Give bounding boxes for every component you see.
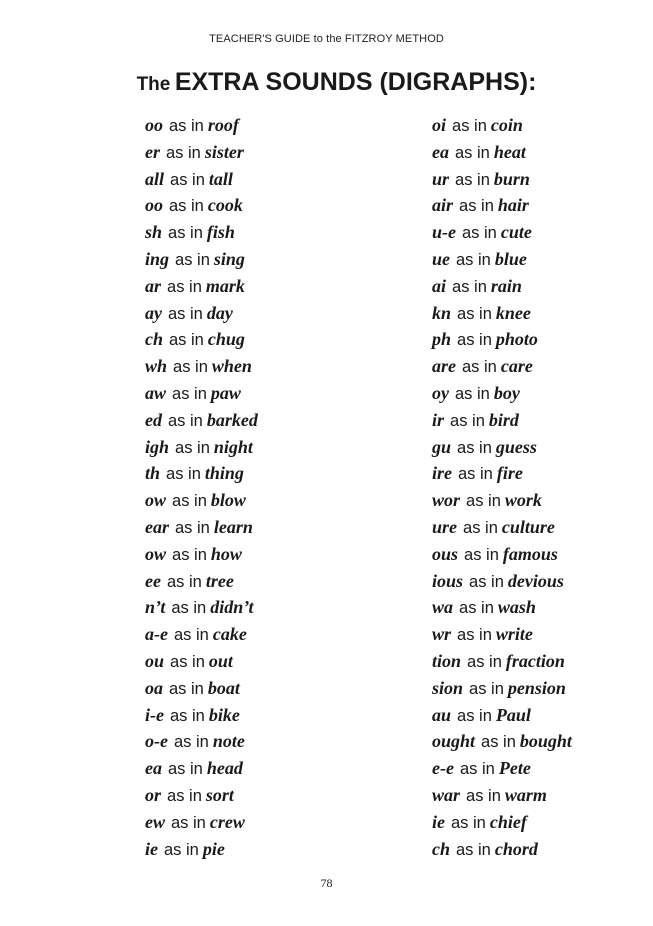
digraph-row: [145, 112, 258, 139]
digraph-row: [432, 541, 572, 568]
as-in-connector: as in: [456, 840, 491, 859]
digraph-sound: ure: [432, 516, 458, 537]
digraph-row: [432, 192, 572, 219]
digraph-row: [145, 514, 258, 541]
as-in-connector: as in: [457, 304, 492, 323]
as-in-connector: as in: [175, 438, 210, 457]
example-word: boat: [207, 677, 240, 698]
digraph-row: [145, 246, 258, 273]
page-number: 78: [320, 876, 333, 890]
example-word: rain: [490, 275, 522, 296]
example-word: roof: [207, 115, 239, 135]
example-word: didn’t: [210, 597, 254, 618]
digraph-sound: ire: [432, 463, 452, 484]
digraph-sound: a-e: [145, 624, 168, 645]
as-in-connector: as in: [469, 572, 504, 591]
as-in-connector: as in: [459, 197, 494, 216]
digraph-row: [145, 273, 258, 300]
example-word: coin: [490, 115, 523, 135]
example-word: fire: [496, 463, 523, 484]
as-in-connector: as in: [466, 492, 501, 511]
digraph-sound: oy: [432, 382, 449, 403]
as-in-connector: as in: [175, 518, 210, 537]
digraph-sound: ch: [145, 329, 163, 350]
digraph-row: [145, 300, 258, 327]
left-digraph-column: [145, 112, 258, 862]
as-in-connector: as in: [455, 170, 490, 189]
digraph-row: [145, 139, 258, 166]
running-header: TEACHER'S GUIDE to the FITZROY METHOD: [209, 33, 444, 45]
example-word: photo: [495, 329, 538, 350]
as-in-connector: as in: [457, 331, 492, 350]
as-in-connector: as in: [169, 679, 204, 698]
digraph-sound: ought: [432, 731, 476, 752]
example-word: night: [213, 436, 253, 457]
as-in-connector: as in: [173, 733, 209, 752]
as-in-connector: as in: [169, 706, 205, 725]
as-in-connector: as in: [451, 813, 486, 832]
example-word: cute: [500, 222, 532, 243]
example-word: bird: [488, 409, 519, 430]
digraph-row: [432, 460, 572, 487]
as-in-connector: as in: [450, 411, 485, 430]
digraph-row: [145, 219, 258, 246]
digraph-sound: er: [145, 141, 160, 162]
as-in-connector: as in: [168, 304, 203, 323]
digraph-sound: e-e: [432, 758, 454, 779]
digraph-row: [432, 621, 572, 648]
as-in-connector: as in: [469, 679, 504, 698]
example-word: blue: [494, 248, 527, 269]
digraph-sound: au: [432, 704, 452, 725]
example-word: bike: [208, 704, 240, 725]
digraph-sound: ing: [145, 248, 170, 269]
digraph-sound: th: [145, 463, 161, 484]
as-in-connector: as in: [173, 358, 208, 377]
digraph-sound: ow: [145, 490, 167, 511]
digraph-row: [432, 487, 572, 514]
digraph-sound: ious: [432, 570, 464, 591]
title-suffix: :: [528, 68, 537, 96]
as-in-connector: as in: [466, 786, 501, 805]
as-in-connector: as in: [458, 465, 493, 484]
as-in-connector: as in: [452, 277, 487, 296]
example-word: thing: [204, 463, 244, 484]
digraph-sound: aw: [145, 382, 167, 403]
as-in-connector: as in: [171, 813, 206, 832]
example-word: blow: [210, 490, 246, 511]
as-in-connector: as in: [462, 358, 497, 377]
example-word: tall: [208, 168, 233, 189]
example-word: how: [210, 543, 242, 564]
as-in-connector: as in: [464, 545, 499, 564]
example-word: sing: [213, 248, 245, 269]
example-word: out: [208, 650, 233, 671]
example-word: cook: [207, 195, 243, 216]
digraph-row: [432, 728, 572, 755]
digraph-row: [145, 326, 258, 353]
digraph-sound: oo: [145, 115, 163, 135]
digraph-sound: wh: [145, 356, 168, 377]
digraph-sound: wr: [432, 624, 452, 645]
as-in-connector: as in: [172, 492, 207, 511]
example-word: culture: [501, 516, 555, 537]
digraph-row: [432, 380, 572, 407]
as-in-connector: as in: [172, 545, 207, 564]
as-in-connector: as in: [167, 277, 202, 296]
as-in-connector: as in: [462, 224, 497, 243]
digraph-row: [145, 594, 258, 621]
digraph-row: [432, 273, 572, 300]
digraph-row: [432, 594, 572, 621]
digraph-sound: kn: [432, 302, 452, 323]
digraph-row: [145, 621, 258, 648]
example-word: pie: [202, 838, 225, 859]
digraph-sound: are: [432, 356, 456, 377]
as-in-connector: as in: [455, 384, 490, 403]
digraph-row: [145, 192, 258, 219]
digraph-row: [145, 487, 258, 514]
digraph-row: [432, 112, 572, 139]
example-word: head: [206, 758, 243, 779]
as-in-connector: as in: [457, 706, 492, 725]
as-in-connector: as in: [456, 250, 491, 269]
title-prefix: The: [136, 74, 171, 95]
example-word: Pete: [498, 758, 531, 779]
as-in-connector: as in: [166, 143, 201, 162]
digraph-sound: or: [145, 784, 162, 805]
example-word: day: [206, 302, 233, 323]
title-main: EXTRA SOUNDS (DIGRAPHS): [174, 68, 529, 96]
example-word: devious: [507, 570, 564, 591]
digraph-row: [432, 809, 572, 836]
as-in-connector: as in: [168, 224, 203, 243]
example-word: sister: [204, 141, 244, 162]
digraph-sound: sion: [432, 677, 464, 698]
digraph-row: [145, 460, 258, 487]
digraph-row: [145, 675, 258, 702]
digraph-sound: oa: [145, 677, 163, 698]
example-word: crew: [209, 811, 245, 832]
as-in-connector: as in: [463, 518, 498, 537]
digraph-sound: sh: [145, 222, 163, 243]
digraph-row: [432, 300, 572, 327]
digraph-sound: ie: [432, 811, 445, 832]
digraph-sound: ea: [145, 758, 162, 779]
as-in-connector: as in: [169, 117, 204, 135]
digraph-row: [145, 434, 258, 461]
digraph-row: [145, 541, 258, 568]
digraph-sound: wa: [432, 597, 454, 618]
digraph-sound: ew: [145, 811, 165, 832]
as-in-connector: as in: [457, 626, 492, 645]
as-in-connector: as in: [173, 626, 209, 645]
as-in-connector: as in: [166, 465, 201, 484]
digraph-sound: n’t: [145, 597, 166, 618]
as-in-connector: as in: [164, 840, 199, 859]
example-word: fraction: [505, 650, 565, 671]
example-word: pension: [507, 677, 566, 698]
digraph-row: [432, 702, 572, 729]
digraph-sound: oi: [432, 115, 447, 135]
digraph-sound: all: [145, 168, 165, 189]
example-word: heat: [493, 141, 526, 162]
digraph-sound: ou: [145, 650, 165, 671]
example-word: work: [504, 490, 542, 511]
as-in-connector: as in: [467, 652, 502, 671]
as-in-connector: as in: [455, 143, 490, 162]
digraph-sound: gu: [432, 436, 452, 457]
digraph-sound: oo: [145, 195, 163, 216]
digraph-sound: u-e: [432, 222, 456, 243]
as-in-connector: as in: [459, 760, 495, 779]
digraph-row: [432, 434, 572, 461]
digraph-row: [145, 836, 258, 863]
as-in-connector: as in: [481, 733, 516, 752]
as-in-connector: as in: [452, 117, 487, 135]
digraph-sound: i-e: [145, 704, 164, 725]
digraph-sound: wor: [432, 490, 461, 511]
digraph-row: [432, 139, 572, 166]
digraph-sound: ph: [432, 329, 452, 350]
example-word: note: [212, 731, 245, 752]
example-word: chord: [494, 838, 538, 859]
example-word: chief: [489, 811, 527, 832]
digraph-sound: ed: [145, 409, 162, 430]
digraph-sound: ow: [145, 543, 167, 564]
digraph-row: [432, 219, 572, 246]
digraph-row: [145, 755, 258, 782]
example-word: barked: [206, 409, 258, 430]
digraph-sound: tion: [432, 650, 462, 671]
digraph-row: [145, 568, 258, 595]
digraph-sound: ee: [145, 570, 161, 591]
as-in-connector: as in: [170, 170, 205, 189]
digraph-sound: ar: [145, 275, 162, 296]
example-word: tree: [205, 570, 234, 591]
digraph-row: [432, 675, 572, 702]
digraph-row: [432, 514, 572, 541]
digraph-row: [145, 353, 258, 380]
digraph-row: [432, 407, 572, 434]
example-word: fish: [206, 222, 235, 243]
digraph-row: [145, 380, 258, 407]
example-word: paw: [210, 382, 241, 403]
digraph-sound: ay: [145, 302, 162, 323]
as-in-connector: as in: [168, 411, 203, 430]
digraph-row: [432, 568, 572, 595]
digraph-sound: air: [432, 195, 454, 216]
example-word: burn: [493, 168, 530, 189]
digraph-row: [145, 407, 258, 434]
example-word: wash: [497, 597, 536, 618]
as-in-connector: as in: [170, 652, 205, 671]
digraph-row: [432, 166, 572, 193]
digraph-sound: ai: [432, 275, 447, 296]
as-in-connector: as in: [167, 786, 202, 805]
as-in-connector: as in: [459, 599, 494, 618]
digraph-row: [145, 648, 258, 675]
example-word: cake: [212, 624, 247, 645]
as-in-connector: as in: [166, 572, 202, 591]
example-word: warm: [504, 784, 547, 805]
example-word: care: [500, 356, 533, 377]
digraph-sound: ea: [432, 141, 449, 162]
digraph-row: [145, 782, 258, 809]
example-word: bought: [519, 731, 572, 752]
digraph-row: [145, 702, 258, 729]
digraph-row: [432, 246, 572, 273]
digraph-row: [432, 782, 572, 809]
right-digraph-column: [432, 112, 572, 862]
example-word: Paul: [495, 704, 531, 725]
digraph-sound: ir: [432, 409, 445, 430]
digraph-sound: ue: [432, 248, 450, 269]
digraph-sound: o-e: [145, 731, 168, 752]
digraph-row: [145, 809, 258, 836]
digraph-row: [432, 353, 572, 380]
digraph-row: [432, 648, 572, 675]
digraph-sound: igh: [145, 436, 170, 457]
example-word: guess: [495, 436, 537, 457]
digraph-sound: ear: [145, 516, 169, 537]
example-word: hair: [497, 195, 529, 216]
digraph-sound: ous: [432, 543, 459, 564]
digraph-row: [432, 755, 572, 782]
digraph-sound: war: [432, 784, 461, 805]
digraph-row: [432, 836, 572, 863]
example-word: famous: [502, 543, 558, 564]
example-word: learn: [213, 516, 253, 537]
example-word: write: [495, 624, 533, 645]
digraph-row: [145, 728, 258, 755]
digraph-sound: ie: [145, 838, 158, 859]
as-in-connector: as in: [457, 438, 492, 457]
example-word: sort: [205, 784, 234, 805]
as-in-connector: as in: [169, 197, 204, 216]
example-word: chug: [207, 329, 245, 350]
as-in-connector: as in: [169, 331, 204, 350]
example-word: when: [211, 356, 252, 377]
example-word: mark: [205, 275, 245, 296]
example-word: knee: [495, 302, 531, 323]
digraph-row: [145, 166, 258, 193]
digraph-sound: ur: [432, 168, 450, 189]
as-in-connector: as in: [172, 384, 207, 403]
page-title: [0, 68, 653, 97]
as-in-connector: as in: [175, 250, 210, 269]
as-in-connector: as in: [171, 599, 207, 618]
example-word: boy: [493, 382, 520, 403]
as-in-connector: as in: [168, 760, 203, 779]
digraph-sound: ch: [432, 838, 450, 859]
digraph-row: [432, 326, 572, 353]
